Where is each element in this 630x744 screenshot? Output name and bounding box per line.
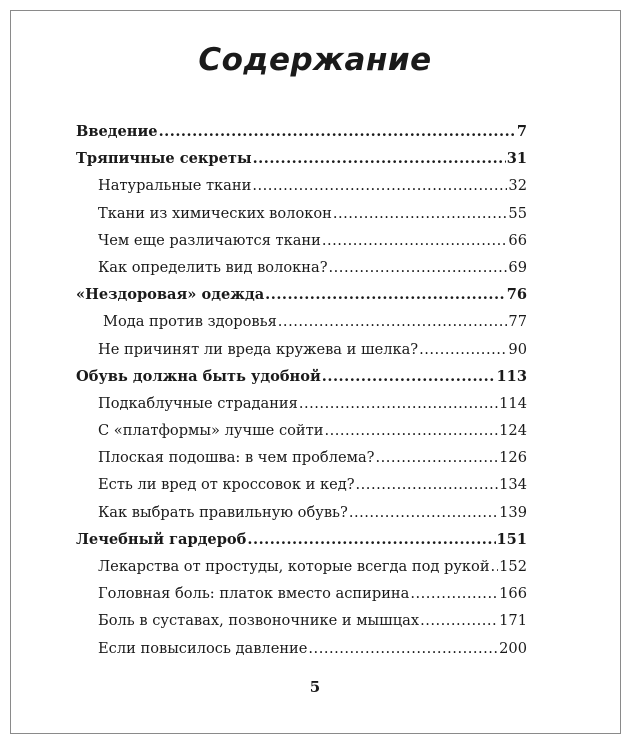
toc-entry-label: Головная боль: платок вместо аспирина [98,585,410,603]
toc-entry [76,499,527,526]
toc-entry [76,553,527,580]
toc-leader-dots [376,444,499,471]
toc-entry [76,417,527,444]
toc-entry [76,444,527,471]
toc-entry-page: 32 [508,177,527,195]
toc-entry-label: Как определить вид волокна? [98,258,328,276]
toc-entry-label: Ткани из химических волокон [98,204,332,222]
toc-entry-label: Тряпичные секреты [76,150,252,168]
toc-entry-label: Мода против здоровья [103,313,277,331]
toc-leader-dots [349,499,498,526]
toc-entry-page: 113 [496,367,527,385]
toc-entry-page: 134 [499,476,527,494]
toc-entry-page: 66 [508,231,527,249]
page-title: Содержание [198,42,432,78]
toc-entry-page: 152 [499,558,527,575]
toc-entry-page: 31 [506,150,527,168]
toc-leader-dots [324,417,498,444]
toc-leader-dots [278,308,508,335]
toc-entry [76,363,527,390]
toc-entry [76,227,527,254]
toc-entry-label: «Нездоровая» одежда [76,286,265,304]
toc-entry-page: 124 [499,422,527,440]
toc-entry-label: Не причинят ли вреда кружева и шелка? [98,340,419,358]
toc-leader-dots [410,580,498,607]
toc-entry [76,281,527,308]
toc-entry-page: 90 [508,340,527,358]
toc-entry [76,200,527,227]
toc-entry-label: Как выбрать правильную обувь? [98,503,348,521]
toc-entry [76,145,527,172]
toc-leader-dots [247,526,495,553]
toc-entry [76,607,527,634]
toc-entry-page: 166 [499,585,527,603]
toc-entry [76,526,527,553]
toc-entry-label: Боль в суставах, позвоночнике и мышцах [98,612,420,630]
toc-entry [76,471,527,498]
toc-leader-dots [419,336,507,363]
toc-entry [76,390,527,417]
toc-entry [76,172,527,199]
toc-leader-dots [159,118,516,145]
toc-entry-page: 171 [499,612,527,630]
toc-leader-dots [356,471,499,498]
toc-entry-label: Лечебный гардероб [76,530,247,548]
toc-entry-label: Натуральные ткани [98,177,252,195]
toc-entry-label: Лекарства от простуды, которые всегда под рукой [98,558,490,575]
toc-entry-page: 69 [508,258,527,276]
toc-leader-dots [491,553,499,580]
toc-entry-page: 200 [499,639,527,657]
toc-entry-page: 77 [508,313,527,331]
toc-leader-dots [322,227,508,254]
toc-leader-dots [253,145,506,172]
toc-entry [76,580,527,607]
toc-entry [76,254,527,281]
toc-entry-page: 114 [499,394,527,412]
toc-entry-page: 126 [499,449,527,467]
toc-entry-label: Введение [76,123,158,140]
toc-entry-label: Чем еще различаются ткани [98,231,321,249]
toc-leader-dots [299,390,498,417]
toc-leader-dots [308,635,498,662]
toc-entry-page: 76 [506,286,527,304]
toc-leader-dots [252,172,507,199]
toc-entry-page: 55 [508,204,527,222]
toc-leader-dots [420,607,498,634]
toc-leader-dots [265,281,506,308]
toc-entry [76,336,527,363]
toc-entry [76,635,527,662]
toc-entry-label: Подкаблучные страдания [98,394,298,412]
toc-entry-page: 151 [496,530,527,548]
toc-entry-page: 7 [516,123,527,140]
toc-entry-label: Обувь должна быть удобной [76,367,321,385]
toc-entry-label: С «платформы» лучше сойти [98,422,324,440]
toc-entry [76,118,527,145]
toc-entry-label: Плоская подошва: в чем проблема? [98,449,375,467]
toc-leader-dots [329,254,508,281]
table-of-contents [76,118,527,662]
toc-leader-dots [333,200,508,227]
toc-entry-label: Если повысилось давление [98,639,308,657]
toc-entry [76,308,527,335]
toc-entry-label: Есть ли вред от кроссовок и кед? [98,476,355,494]
toc-entry-page: 139 [499,503,527,521]
page-number: 5 [309,678,321,696]
toc-leader-dots [322,363,496,390]
